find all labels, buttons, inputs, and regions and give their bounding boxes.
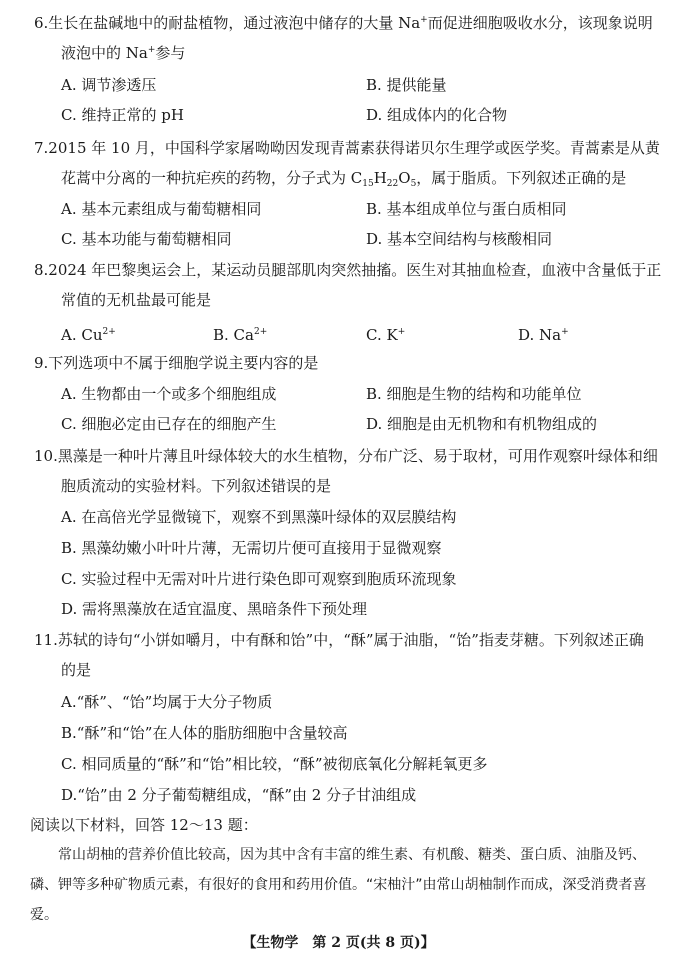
q10-stem-line2: 胞质流动的实验材料。下列叙述错误的是 xyxy=(61,477,332,495)
q8-stem-line2: 常值的无机盐最可能是 xyxy=(61,291,212,309)
q10-option-d: D. 需将黑藻放在适宜温度、黑暗条件下预处理 xyxy=(61,600,368,618)
q11-stem-line1: 11.苏轼的诗句“小饼如嚼月，中有酥和饴”中，“酥”属于油脂，“饴”指麦芽糖。下列叙述正确 xyxy=(34,631,644,649)
page-footer: 【生物学 第 2 页(共 8 页)】 xyxy=(242,935,435,951)
q7-option-d: D. 基本空间结构与核酸相同 xyxy=(366,230,553,248)
passage-text: 常山胡柚的营养价值比较高，因为其中含有丰富的维生素、有机酸、糖类、蛋白质、油脂及钙、磷、钾等多种矿物质元素，有很好的食用和药用价值。“宋柚汁”由常山胡柚制作而成，深受消费者喜爱。 xyxy=(30,847,647,923)
q6-option-b: B. 提供能量 xyxy=(366,76,447,94)
q8-option-d: D. Na+ xyxy=(518,326,569,344)
q6-stem-line2: 液泡中的 Na+参与 xyxy=(61,44,186,62)
q10-option-a: A. 在高倍光学显微镜下，观察不到黑藻叶绿体的双层膜结构 xyxy=(61,508,457,526)
q6-option-a: A. 调节渗透压 xyxy=(61,76,157,94)
q7-stem-line1: 7.2015 年 10 月，中国科学家屠呦呦因发现青蒿素获得诺贝尔生理学或医学奖。青蒿素是从黄 xyxy=(34,139,660,157)
q10-stem-line1: 10.黑藻是一种叶片薄且叶绿体较大的水生植物，分布广泛、易于取材，可用作观察叶绿体和细 xyxy=(34,447,658,465)
q10-option-b: B. 黑藻幼嫩小叶叶片薄，无需切片便可直接用于显微观察 xyxy=(61,539,442,557)
q9-stem: 9.下列选项中不属于细胞学说主要内容的是 xyxy=(34,354,319,372)
q6-option-c: C. 维持正常的 pH xyxy=(61,106,184,124)
q7-option-a: A. 基本元素组成与葡萄糖相同 xyxy=(61,200,262,218)
q8-option-a: A. $Cu^{2+}$ xyxy=(61,326,116,344)
q7-option-b: B. 基本组成单位与蛋白质相同 xyxy=(366,200,567,218)
q11-option-d: D.“饴”由 2 分子葡萄糖组成，“酥”由 2 分子甘油组成 xyxy=(61,786,417,804)
q9-option-c: C. 细胞必定由已存在的细胞产生 xyxy=(61,415,277,433)
q8-option-c: C. K+ xyxy=(366,326,406,344)
q9-option-a: A. 生物都由一个或多个细胞组成 xyxy=(61,385,277,403)
q6-stem-line1: 6.生长在盐碱地中的耐盐植物，通过液泡中储存的大量 Na+而促进细胞吸收水分，该现象说明 xyxy=(34,14,653,32)
q8-stem-line1: 8.2024 年巴黎奥运会上，某运动员腿部肌肉突然抽搐。医生对其抽血检查，血液中含量低于正 xyxy=(34,261,662,279)
q11-stem-line2: 的是 xyxy=(61,661,92,679)
q11-option-a: A.“酥”、“饴”均属于大分子物质 xyxy=(61,693,273,711)
q9-option-b: B. 细胞是生物的结构和功能单位 xyxy=(366,385,582,403)
reading-intro: 阅读以下材料，回答 12～13 题： xyxy=(30,816,258,834)
q11-option-c: C. 相同质量的“酥”和“饴”相比较，“酥”被彻底氧化分解耗氧更多 xyxy=(61,755,488,773)
q6-option-d: D. 组成体内的化合物 xyxy=(366,106,508,124)
q10-option-c: C. 实验过程中无需对叶片进行染色即可观察到胞质环流现象 xyxy=(61,570,457,588)
q7-option-c: C. 基本功能与葡萄糖相同 xyxy=(61,230,232,248)
q7-stem-line2: 花蒿中分离的一种抗疟疾的药物，分子式为 $C_{15}H_{22}O_5$，属于脂质。下列叙述正确的是 xyxy=(61,169,627,189)
q11-option-b: B.“酥”和“饴”在人体的脂肪细胞中含量较高 xyxy=(61,724,348,742)
q8-option-b: B. $Ca^{2+}$ xyxy=(213,326,268,344)
q9-option-d: D. 细胞是由无机物和有机物组成的 xyxy=(366,415,598,433)
reading-passage xyxy=(30,840,660,930)
